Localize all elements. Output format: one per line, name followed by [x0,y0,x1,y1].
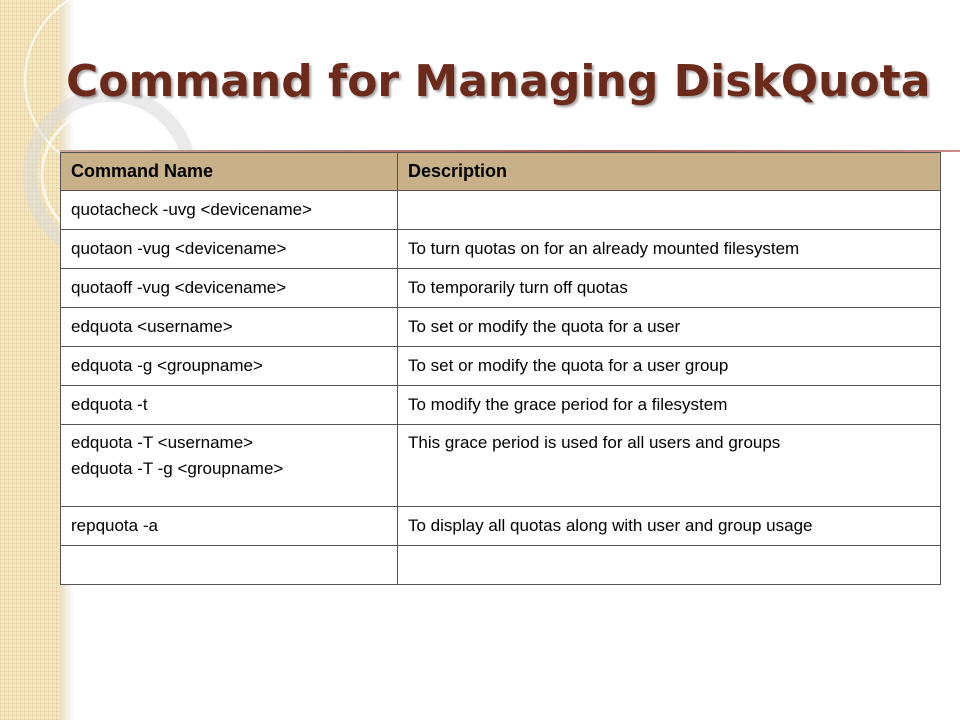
command-cell: quotaon -vug <devicename> [61,230,398,269]
command-cell: repquota -a [61,507,398,546]
description-cell: To set or modify the quota for a user group [398,347,941,386]
command-cell: quotaoff -vug <devicename> [61,269,398,308]
table-row [61,191,941,230]
command-cell [61,425,398,507]
header-description: Description [398,153,941,191]
description-cell: This grace period is used for all users and groups [398,425,941,507]
command-cell: edquota <username> [61,308,398,347]
command-cell: edquota -t [61,386,398,425]
command-cell [61,546,398,585]
description-cell: To modify the grace period for a filesystem [398,386,941,425]
table-row [61,507,941,546]
slide-title: Command for Managing DiskQuota [66,56,931,107]
description-cell [398,546,941,585]
quota-commands-table [60,152,941,585]
description-cell: To display all quotas along with user and group usage [398,507,941,546]
table-row [61,386,941,425]
table-row [61,546,941,585]
command-cell: edquota -g <groupname> [61,347,398,386]
description-cell: To turn quotas on for an already mounted filesystem [398,230,941,269]
table-row [61,308,941,347]
description-cell [398,191,941,230]
command-cell: quotacheck -uvg <devicename> [61,191,398,230]
command-line: edquota -T -g <groupname> [71,459,284,478]
table-header-row [61,153,941,191]
table-row [61,347,941,386]
table-row [61,425,941,507]
description-cell: To temporarily turn off quotas [398,269,941,308]
table-row [61,269,941,308]
table-row [61,230,941,269]
description-cell: To set or modify the quota for a user [398,308,941,347]
command-line: edquota -T <username> [71,433,254,452]
header-command-name: Command Name [61,153,398,191]
